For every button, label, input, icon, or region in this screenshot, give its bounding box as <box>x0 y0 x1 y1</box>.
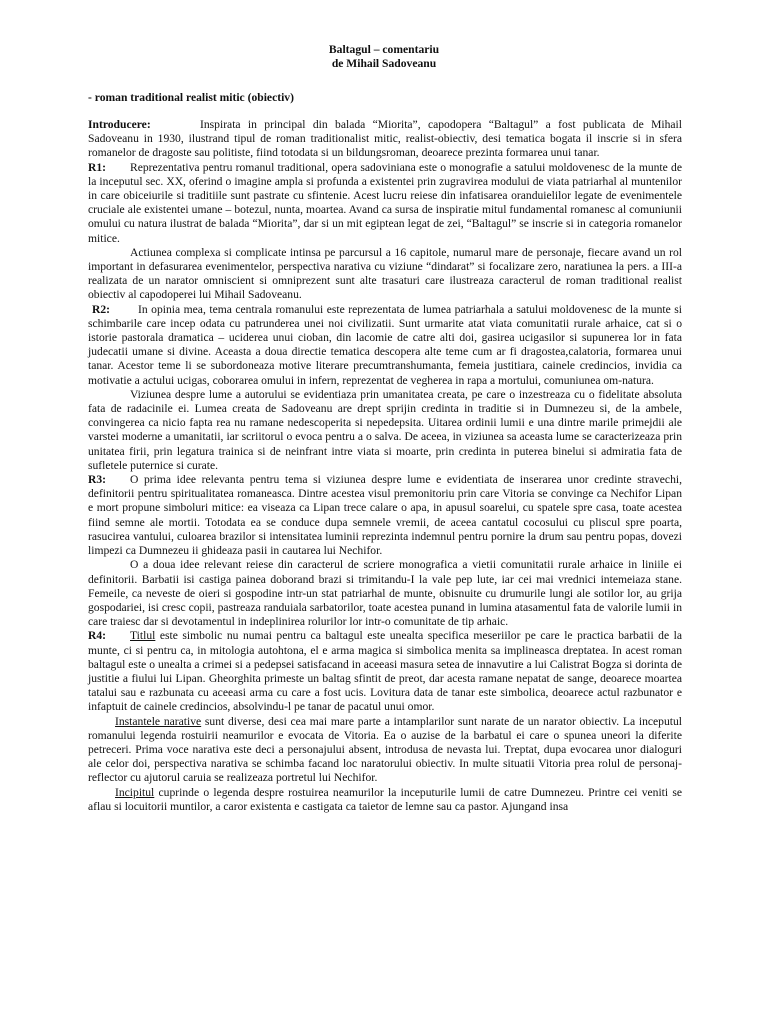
titlul-term: Titlul <box>130 629 156 643</box>
r3-label: R3: <box>88 473 107 487</box>
paragraph-a-doua-idee: O a doua idee relevant reiese din caracterul de scriere monografica a vietii comunitatii rurale arhaice in liniile ei definitorii. Barbatii isi castiga painea doborand brazi si trimitandu-I la vale pep lute, iar cei mai vrednici intemeiaza stane. Femeile, ca neveste de oieri si gospodine intr-un stat patriarhal de munte, obisnuite cu drumurile lungi ale sotilor lor, au grija gospodariei, isi cresc copii, pastreaza randuiala sarbatorilor, toate acestea punand in lumina atasamentul fata de valorile lumii in care traiesc dar si devotamentul in indeplinirea rolurilor lor intr-o comunitate de tip arhaic. <box>88 558 682 629</box>
introducere-label: Introducere: <box>88 118 151 131</box>
r1-label: R1: <box>88 160 107 174</box>
document-author: de Mihail Sadoveanu <box>331 57 437 70</box>
paragraph-actiunea: Actiunea complexa si complicate intinsa pe parcursul a 16 capitole, numarul mare de personaje, fiecare avand un rol important in defasurarea evenimentelor, perspectiva narativa cu viziune “dindarat” si focalizare zero, naratiunea la pers. a III-a realizata de un narator omniscient si omniprezent sunt alte trasaturi care ilustreaza caracterul de roman traditional realist obiectiv al capodoperei lui Mihail Sadoveanu. <box>88 245 682 302</box>
r1-text: Reprezentativa pentru romanul traditional, opera sadoviniana este o monografie a satului moldovenesc de la munte de la inceputul sec. XX, oferind o imagine ampla si profunda a existentei prin zugravirea modului de viata patriarhal al muntenilor in care obiceiurile si traditiile sunt pastrate cu sfintenie. Acest lucru reiese din infatisarea oranduielilor legate de evenimentele cruciale ale existentei umane – botezul, nunta, moartea. Avand ca sursa de inspiratie mitul fundamental romanesc al comuniunii omului cu natura ilustrat de balada “Miorita”, dar si un mit egiptean legat de zei, “Baltagul” se inscrie si in categoria romanelor mitice. <box>88 160 682 245</box>
document-subtitle: - roman traditional realist mitic (obiectiv) <box>88 91 294 104</box>
document-title: Baltagul – comentariu <box>328 43 440 56</box>
r2-label: R2: <box>92 302 111 316</box>
r4-label: R4: <box>88 629 107 643</box>
paragraph-incipitul <box>88 786 682 814</box>
introducere-text: Inspirata in principal din balada “Miorita”, capodopera “Baltagul” a fost publicata de Mihail Sadoveanu in 1930, ilustrand tipul de roman traditionalist mitic, realist-obiectiv, desi tematica bogata il inscrie si in sfera romanelor de dragoste sau politiste, fiind totodata si un bildungsroman, deoarece prezinta formarea unui tanar. <box>88 118 682 160</box>
incipitul-term: Incipitul <box>115 785 155 799</box>
paragraph-r1 <box>88 161 682 246</box>
r4-text: este simbolic nu numai pentru ca baltagul este unealta specifica meseriilor pe care le practica barbatii de la munte, ci si pentru ca, in mitologia autohtona, el e arma magica si simbolica menita sa implineasca dreptatea. In acest roman baltagul este o unealta a crimei si a pedepsei satisfacand in aceeasi masura setea de innavutire a lui Calistrat Bogza si dorinta de justitie a fiului lui Lipan. Gheorghita primeste un baltag sfintit de preot, dar acesta ramane nepatat de sange, deoarece moartea tatalui sau e razbunata cu aceeasi arma cu care a fost ucis. Lovitura data de tanar este simbolica, deoarece actul razbunator e infaptuit de cainele credincios, absolvindu-l pe tanar de pacatul unui omor. <box>88 629 682 714</box>
paragraph-introducere <box>88 118 682 161</box>
instantele-narative-term: Instantele narative <box>115 714 202 728</box>
paragraph-instantele-narative <box>88 715 682 786</box>
r2-text: In opinia mea, tema centrala romanului este reprezentata de lumea patriarhala a satului moldovenesc de la munte si schimbarile care incep odata cu patrunderea unei noi civilizatii. Sunt urmarite atat viata comunitatii rurale arhaice, cat si o istorie pastorala dramatica – uciderea unui cioban, din lacomie de catre alti doi, gasirea ucigasilor si supunerea lor in fata judecatii umane si divine. Aceasta a doua directie tematica descopera alte teme cum ar fi dragostea,calatoria, formarea unui tanar. Acestor teme li se subordoneaza motive literare precumtranshumanta, femeia justitiara, cainele credincios, invidia ca motivatie a actului ucigas, coborarea omului in infern, reprezentat de vegherea in rapa a mortului, comuniunea om-natura. <box>88 302 682 387</box>
instantele-narative-text: sunt diverse, desi cea mai mare parte a intamplarilor sunt narate de un narator obiectiv. La inceputul romanului legenda rostuirii neamurilor e evocata de Vitoria. Ea o auzise de la barbatul ei care o spunea uneori la diferite petreceri. Prima voce narativa este deci a personajului absent, introdusa de nevasta lui. Treptat, dupa evocarea unor dialoguri ale celor doi, perspectiva narativa se schimba facand loc naratorului obiectiv. In multe situatii Vitoria prea rolul de personaj-reflector cu ajutorul caruia se realizeaza portretul lui Nechifor. <box>88 714 682 785</box>
paragraph-r3 <box>88 473 682 558</box>
r3-text: O prima idee relevanta pentru tema si viziunea despre lume e evidentiata de inserarea unor credinte stravechi, definitorii pentru spiritualitatea romaneasca. Dintre acestea visul premonitoriu prin care Vitoria se convinge ca Nechifor Lipan e mort propune simboluri mitice: ea viseaza ca Lipan trece calare o apa, in apusul soarelui, cu spatele spre casa, toate acestea fiind semne ale mortii. Totodata ea se conduce dupa semnele vremii, de aceea cantatul cocosului cu pliscul spre poarta, rasucirea vantului, culoarea brazilor si intensitatea luminii reprezinta indemnul pentru pornire la drum sau pentru popas, dovezi limpezi ca Dumnezeu ii ghideaza pasii in cautarea lui Nechifor. <box>88 473 682 558</box>
document-body <box>88 118 682 814</box>
paragraph-r2 <box>88 303 682 388</box>
paragraph-r4 <box>88 629 682 714</box>
paragraph-viziunea: Viziunea despre lume a autorului se evidentiaza prin umanitatea creata, pe care o inzestreaza cu o fidelitate absoluta fata de radacinile ei. Lumea creata de Sadoveanu are drept sprijin credinta in traditie si in Dumnezeu si, de la ambele, convingerea ca nicio fapta rea nu ramane nedescoperita si nepedepsita. Uitarea ordinii lumii e una dintre marile primejdii ale varstei moderne a umanitatii, iar scriitorul o evoca pentru a o salva. De aceea, in viziunea sa aceasta lume se caracterizeaza prin unitatea firii, prin legatura trainica si de neinfrant intre viata si moarte, prin credinta in puterea binelui si admiratia fata de sufletele puternice si curate. <box>88 387 682 472</box>
incipitul-text: cuprinde o legenda despre rostuirea neamurilor la inceputurile lumii de catre Dumnezeu. Printre cei veniti se aflau si locuitorii muntilor, a caror existenta e castigata ca taietor de lemne sau ca pastor. Ajungand insa <box>88 785 682 813</box>
